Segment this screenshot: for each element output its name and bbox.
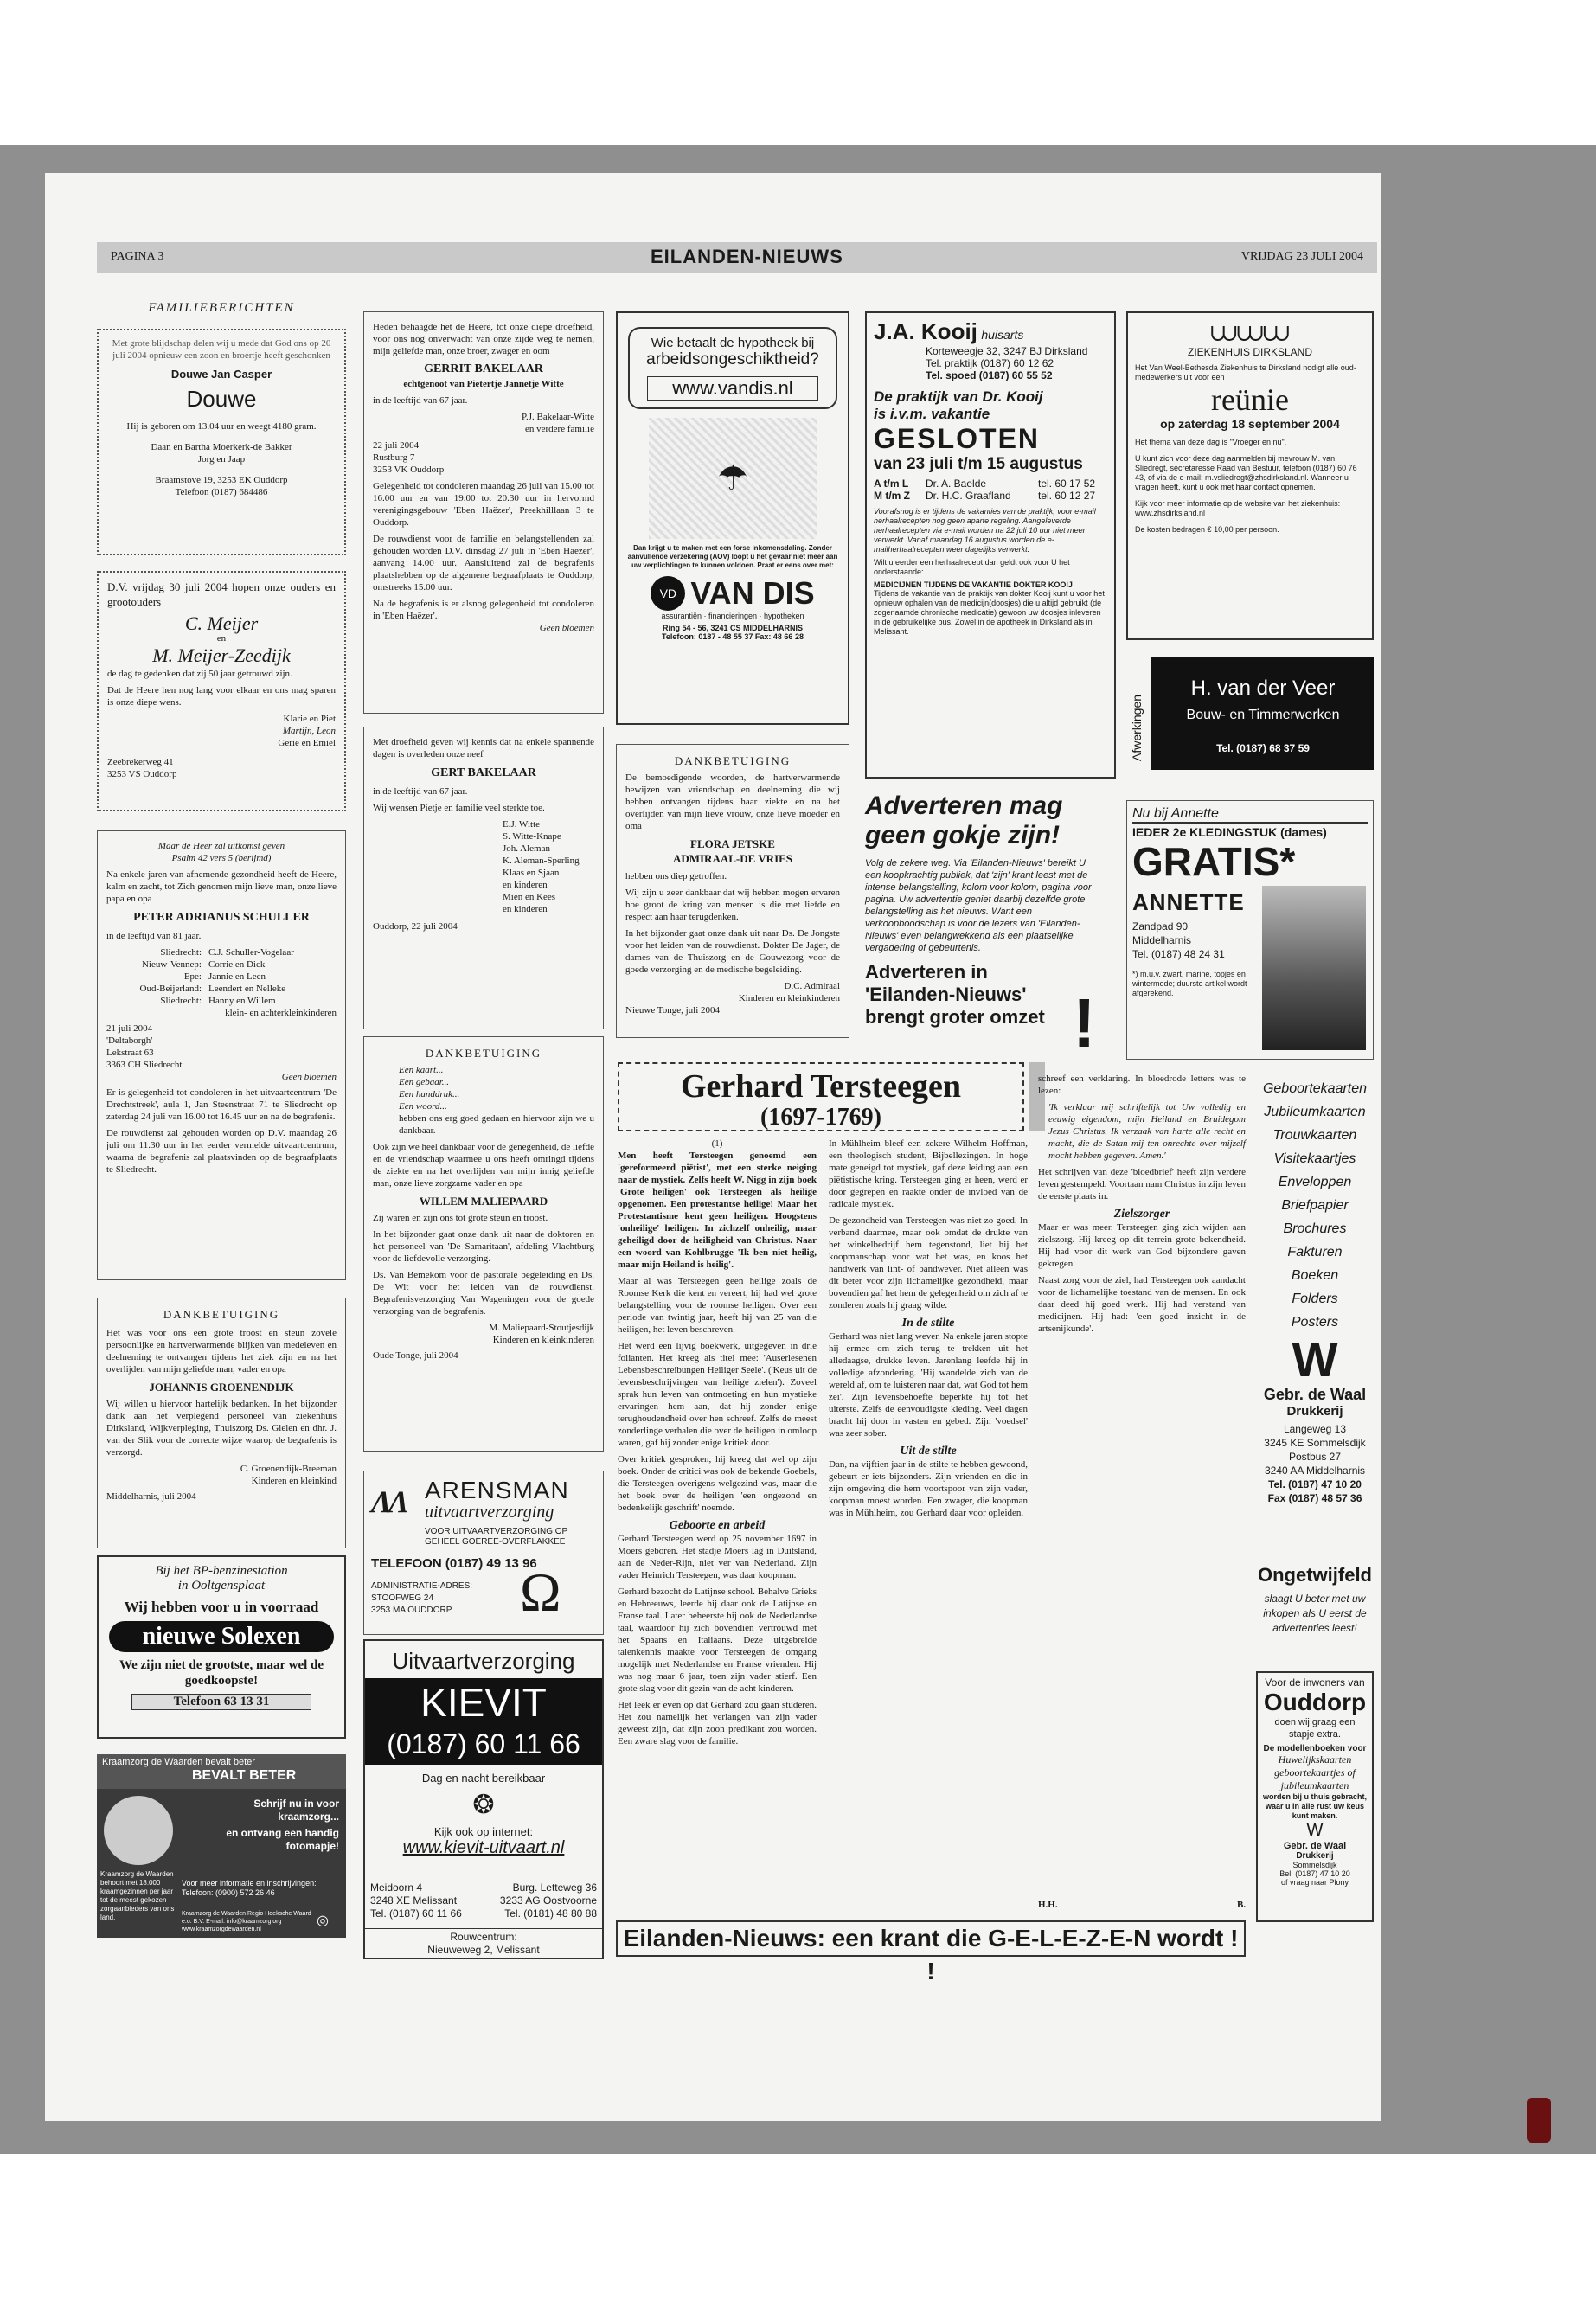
- bp-line2: in Ooltgensplaat: [177, 1579, 266, 1593]
- vandis-phone: Telefoon: 0187 - 48 55 37 Fax: 48 66 28: [662, 632, 804, 641]
- ongetwijfeld-ad: [1256, 1564, 1374, 1659]
- annette-line2: IEDER 2e KLEDINGSTUK (dames): [1132, 822, 1368, 839]
- bakelaar2-text2: Wij wensen Pietje en familie veel sterkte toe.: [373, 803, 545, 813]
- adverteren-title: Adverteren mag geen gokje zijn!: [865, 792, 1063, 849]
- issue-date: VRIJDAG 23 JULI 2004: [1240, 250, 1363, 263]
- schuller-family-names: Corrie en Dick: [208, 959, 266, 970]
- article-p3: Over kritiek gesproken, hij kreeg dat wel op zijn boek. Onder de critici was ook de bekende Goebels, die Tersteegen overigens welgezind was, maar die het boek over de heiligen 'een ongezond en bedenkelijk geschrift' noemde.: [618, 1454, 817, 1513]
- bp-solex-ad: [97, 1555, 346, 1739]
- bakelaar2-family-entry: Mien en Kees: [503, 892, 556, 902]
- ziekenhuis-ad: [1126, 311, 1374, 640]
- anniv-name1: C. Meijer: [184, 612, 259, 634]
- schuller-family-place: Oud-Beijerland:: [139, 984, 202, 994]
- vanderveer-name: H. van der Veer: [1190, 676, 1336, 700]
- ouddorp-line7: worden bij u thuis gebracht, waar u in alle rust uw keus kunt maken.: [1262, 1792, 1367, 1820]
- arensman-address1: ADMINISTRATIE-ADRES:: [371, 1581, 473, 1591]
- annette-gratis: GRATIS*: [1132, 839, 1296, 884]
- groenendijk-name: JOHANNIS GROENENDIJK: [149, 1381, 294, 1394]
- groenendijk-place: Middelharnis, juli 2004: [106, 1491, 196, 1502]
- bakelaar2-age: in de leeftijd van 67 jaar.: [373, 786, 468, 797]
- ouddorp-place: Sommelsdijk: [1292, 1861, 1337, 1869]
- kooij-line2: is i.v.m. vakantie: [874, 406, 990, 422]
- dewaal-product-item: Geboortekaarten: [1262, 1081, 1368, 1096]
- bakelaar-date: 22 juli 2004: [373, 440, 420, 451]
- bakelaar-address2: 3253 VK Ouddorp: [373, 465, 445, 475]
- article-c4: Dan, na vijftien jaar in de stilte te hebben gewoond, gebeurt er iets bijzonders. Zijn vrienden en die in zijn omgeving die hem voortspoor van zijn vader, koopman moest worden. Een zwager, die koopman was in Mühlheim, zou Gerhard daar voor opleiden.: [829, 1459, 1028, 1518]
- jetske-sign1: D.C. Admiraal: [784, 981, 840, 991]
- kooij-role: huisarts: [981, 328, 1024, 342]
- kraamzorg-slogan1: Schrijf nu in voor kraamzorg...: [253, 1798, 339, 1823]
- maliepaard-name: WILLEM MALIEPAARD: [419, 1195, 548, 1208]
- bakelaar-spouse: echtgenoot van Pietertje Jannetje Witte: [403, 379, 564, 389]
- kooij-name: J.A. Kooij: [874, 318, 977, 344]
- bakelaar-age: in de leeftijd van 67 jaar.: [373, 395, 468, 406]
- kievit-line1: Uitvaartverzorging: [392, 1648, 575, 1674]
- ouddorp-line2: doen wij graag een stapje extra.: [1274, 1717, 1356, 1740]
- kraamzorg-side: Kraamzorg de Waarden behoort met 18.000 kraamgezinnen per jaar tot de meest gekozen zorgaanbieders van ons land.: [100, 1870, 175, 1921]
- bp-phone: Telefoon 63 13 31: [131, 1694, 311, 1710]
- ouddorp-line1: Voor de inwoners van: [1265, 1676, 1365, 1689]
- bp-line4: We zijn niet de grootste, maar wel de goedkoopste!: [119, 1658, 324, 1688]
- article-column-3: [1038, 1073, 1246, 1903]
- kievit-b2: 3233 AG Oostvoorne: [499, 1894, 597, 1907]
- kievit-bird-icon: ❂: [472, 1791, 495, 1819]
- anniv-family3: Gerie en Emiel: [278, 738, 336, 748]
- groenendijk-sign2: Kinderen en kleinkind: [251, 1476, 337, 1486]
- birth-parents: Daan en Bartha Moerkerk-de Bakker: [151, 442, 292, 452]
- schuller-family-row: [106, 958, 337, 971]
- kievit-phone: (0187) 60 11 66: [365, 1727, 602, 1765]
- acknowledgement-groenendijk: [97, 1298, 346, 1548]
- kooij-row1c: tel. 60 17 52: [1038, 478, 1096, 490]
- vanderveer-phone: Tel. (0187) 68 37 59: [1216, 742, 1310, 754]
- vandis-logo-sub: assurantiën · financieringen · hypotheken: [661, 612, 804, 620]
- kooij-row2a: M t/m Z: [874, 490, 910, 502]
- bakelaar-sign1: P.J. Bakelaar-Witte: [522, 412, 594, 422]
- dewaal-product-item: Visitekaartjes: [1273, 1151, 1356, 1166]
- article-column-1: [618, 1138, 817, 1964]
- maliepaard-line: Een gebaar...: [399, 1077, 450, 1087]
- schuller-family-row: [106, 995, 337, 1007]
- schuller-family-place: Sliedrecht:: [160, 996, 202, 1006]
- maliepaard-line: Een woord...: [399, 1101, 447, 1112]
- article-d2: 'Ik verklaar mij schriftelijk tot Uw volledig en eeuwig eigendom, mijn Heiland en Bruidegom Jezus Christus. Ik verzaak van harte alle recht en macht, die de Satan mij ten onrechte over mijzelf mocht hebben gegeven. Amen.': [1048, 1102, 1246, 1161]
- anniv-text: D.V. vrijdag 30 juli 2004 hopen onze ouders en grootouders: [107, 580, 336, 608]
- annette-address2: Middelharnis: [1132, 934, 1192, 946]
- kraamzorg-logo-icons: ◎: [317, 1913, 329, 1928]
- kievit-name: KIEVIT: [365, 1678, 602, 1727]
- kooij-row2b: Dr. H.C. Graafland: [926, 490, 1011, 502]
- vandis-logo: VAN DIS: [690, 575, 815, 611]
- kooij-text3: Tijdens de vakantie van de praktijk van dokter Kooij kunt u voor het opnieuw ophalen van de medicijn(doosjes) die u altijd gebruikt (de zogenaamde chronische medicatie) gewoon uw doosjes inleveren in de gebruikelijke bus. Zowel in de apotheek in Dirksland als in Melissant.: [874, 589, 1105, 636]
- groenendijk-heading: DANKBETUIGING: [163, 1308, 280, 1321]
- birth-name: Douwe: [186, 386, 257, 412]
- schuller-family-names: Hanny en Willem: [208, 996, 276, 1006]
- schuller-family-row: [106, 971, 337, 983]
- dewaal-address1: Langeweg 13: [1283, 1423, 1347, 1435]
- ouddorp-line5: geboortekaartjes of: [1274, 1766, 1356, 1779]
- acknowledgement-maliepaard: [363, 1036, 604, 1452]
- article-title: Gerhard Tersteegen: [680, 1068, 961, 1105]
- ouddorp-phone: Bel: (0187) 47 10 20: [1279, 1869, 1350, 1878]
- dewaal-product-item: Briefpapier: [1281, 1198, 1349, 1213]
- bakelaar2-family-list: [373, 818, 594, 915]
- kievit-a3: Tel. (0187) 60 11 66: [370, 1907, 462, 1920]
- adverteren-bottom: Adverteren in 'Eilanden-Nieuws' brengt groter omzet: [865, 961, 1045, 1028]
- schuller-family-row: [106, 946, 337, 958]
- dewaal-product-item: Folders: [1292, 1292, 1338, 1306]
- anniv-address2: 3253 VS Ouddorp: [107, 769, 177, 779]
- cartoon-illustration: ☂: [649, 418, 817, 539]
- kooij-phone1: Tel. praktijk (0187) 60 12 62: [926, 357, 1054, 369]
- ouddorp-extra: of vraag naar Plony: [1280, 1878, 1349, 1887]
- ongetwijfeld-title: Ongetwijfeld: [1258, 1564, 1372, 1586]
- jetske-text3: Wij zijn u zeer dankbaar dat wij hebben mogen ervaren hoe groot de kring van mensen is die met liefde en respect aan haar terugdenken.: [625, 888, 840, 922]
- kraamzorg-footer: Kraamzorg de Waarden Regio Hoeksche Waard e.o. B.V. E-mail: info@kraamzorg.org www.kraamzorgdewaarden.nl: [182, 1911, 311, 1932]
- kievit-web1: Kijk ook op internet:: [433, 1825, 534, 1838]
- article-d4: Maar er was meer. Tersteegen ging zich wijden aan zielszorg. Hij kreeg op dit terrein grote bekendheid. Hij had voor dit werk van God bijzondere gaven gekregen.: [1038, 1222, 1246, 1269]
- maliepaard-sign2: Kinderen en kleinkinderen: [492, 1335, 594, 1345]
- schuller-family-place: Nieuw-Vennep:: [141, 959, 202, 970]
- ouddorp-line3: De modellenboeken voor: [1263, 1744, 1367, 1753]
- schuller-family-place: Sliedrecht:: [160, 947, 202, 958]
- hospital-logo-icon: ⩊⩊⩊: [1210, 318, 1290, 347]
- anniv-family2: Martijn, Leon: [282, 726, 336, 736]
- anniv-address1: Zeebrekerweg 41: [107, 757, 174, 767]
- kievit-ad: [363, 1639, 604, 1959]
- kievit-b3: Tel. (0181) 48 80 88: [504, 1907, 597, 1920]
- arensman-tag: VOOR UITVAARTVERZORGING OP GEHEEL GOEREE-OVERFLAKKEE: [425, 1527, 568, 1547]
- kooij-closed: GESLOTEN: [874, 423, 1041, 454]
- article-column-2: [829, 1138, 1028, 1912]
- jetske-text: De bemoedigende woorden, de hartverwarmende bewijzen van vriendschap en deelneming die wij hebben ontvangen tijdens haar ziekte en na het overlijden van mijn lieve vrouw, onze lieve moeder en oma: [625, 772, 840, 831]
- schuller-address1: 'Deltaborgh': [106, 1035, 153, 1046]
- dewaal-name: Gebr. de Waal: [1263, 1386, 1367, 1403]
- jetske-text4: In het bijzonder gaat onze dank uit naar Ds. De Jongste voor het leiden van de rouwdienst. Dokter De Jager, de dames van de Thuiszorg en de Gouwezorg voor de goede verzorging en de medische begeleiding.: [625, 928, 840, 975]
- obituary-bakelaar-family: [363, 727, 604, 1029]
- groenendijk-text: Het was voor ons een grote troost en steun zovele persoonlijke en hartverwarmende blijken van medeleven en deelneming te ontvangen tijdens het ziek zijn en na het overlijden van mijn geliefde man, vader en opa: [106, 1328, 337, 1375]
- schuller-service: Er is gelegenheid tot condoleren in het uitvaartcentrum 'De Drechtstreek', aula 1, Jan Steenstraat 71 te Sliedrecht op zaterdag 24 juli van 16.00 tot 16.45 uur en na de begrafenis.: [106, 1087, 337, 1122]
- dewaal-product-item: Jubileumkaarten: [1264, 1105, 1366, 1119]
- article-c1: In Mühlheim bleef een zekere Wilhelm Hoffman, een theologisch student, Bijbellezingen. In hoge mate geneigd tot mystiek, gaf deze leiding aan een piëtistische kring. Tersteegen ging er heen, werd er door gegrepen en raakte onder de invloed van de radicale mystiek.: [829, 1138, 1028, 1209]
- kooij-row1a: A t/m L: [874, 478, 909, 490]
- dewaal-product-item: Enveloppen: [1278, 1175, 1352, 1189]
- kraamzorg-title2: BEVALT BETER: [192, 1768, 297, 1783]
- arensman-name: ARENSMAN: [425, 1477, 569, 1503]
- jetske-place: Nieuwe Tonge, juli 2004: [625, 1005, 721, 1016]
- arensman-logo-icon: ΛΛ: [371, 1484, 407, 1519]
- hospital-cost: De kosten bedragen € 10,00 per persoon.: [1135, 525, 1279, 534]
- birth-siblings: Jorg en Jaap: [197, 454, 246, 465]
- page-header: [97, 242, 1377, 273]
- kievit-address-left: [370, 1881, 462, 1920]
- article-p1: Maar al was Tersteegen geen heilige zoals de Roomse Kerk die kent en vereert, hij had wel grote belangstelling voor de roomse heiligen. Over een periode van twintig jaar, heeft hij van 25 van die heiligen, het leven beschreven.: [618, 1276, 817, 1335]
- article-d3: Het schrijven van deze 'bloedbrief' heeft zijn verdere leven gestempeld. Voortaan nam Christus in zijn leven de eerste plaats in.: [1038, 1167, 1246, 1202]
- article-c3: Gerhard was niet lang wever. Na enkele jaren stopte hij ermee om zich terug te trekken uit het alledaagse, drukke leven. Jarenlang leefde hij in volledige afzondering. 'Hij wandelde zich van de wereld af, om te luisteren naar dat, wat God tot hem zei'. Zijn levensbehoefte beperkte hij tot het uiterste. Zelfs de eenvoudigste kleding. Veel dagen bracht hij door in vasten en gebed. Zijn 'voedsel' was zeer sober.: [829, 1331, 1028, 1439]
- anniversary-announcement: [97, 571, 346, 811]
- bakelaar2-family-entry: Klaas en Sjaan: [503, 868, 560, 878]
- ongetwijfeld-text: slaagt U beter met uw inkopen als U eerst de advertenties leest!: [1263, 1593, 1367, 1634]
- schuller-verse2: Psalm 42 vers 5 (berijmd): [171, 853, 272, 863]
- bakelaar-condolence: Gelegenheid tot condoleren maandag 26 juli van 15.00 tot 16.00 uur en van 19.00 tot 20.30 uur in hervormd verenigingsgebouw 'Eben Haëzer', Preekhilllaan 3 te Ouddorp.: [373, 481, 594, 528]
- anniv-text3: Dat de Heere hen nog lang voor elkaar en ons mag sparen is onze diepe wens.: [107, 685, 336, 708]
- maliepaard-lines: [373, 1064, 594, 1112]
- article-sub1: Geboorte en arbeid: [669, 1519, 766, 1532]
- kooij-medicine: MEDICIJNEN TIJDENS DE VAKANTIE DOKTER KOOIJ: [874, 580, 1073, 589]
- article-sub3: Uit de stilte: [900, 1445, 957, 1458]
- dewaal-product-item: Fakturen: [1287, 1245, 1343, 1259]
- vanderveer-ad: [1126, 657, 1374, 770]
- kievit-address-right: [500, 1881, 597, 1920]
- birth-address: Braamstove 19, 3253 EK Ouddorp: [155, 475, 288, 485]
- article-p2: Het werd een lijvig boekwerk, uitgegeven in drie folianten. Het kreeg als titel mee: 'Auserlesenen Lebensbeschreibungen Heiliger Seele'. ('Keus uit de levensbeschrijvingen van heilige zielen'). Zoveel sprak hun leven van ontmoeting en hun mystieke ervaringen hem aan, dat hij zonder enige terughoudendheid over hen schreef. Zelfs de meest zonderlinge verhalen die over de heiligen in omloop waren, gaf hij zonder enige kritiek door.: [618, 1341, 817, 1448]
- bakelaar2-family-entry: Joh. Aleman: [503, 843, 550, 854]
- schuller-family-names: Leendert en Nelleke: [208, 984, 286, 994]
- bakelaar2-family-entry: en kinderen: [503, 904, 548, 914]
- groenendijk-text2: Wij willen u hiervoor hartelijk bedanken. In het bijzonder dank aan het verplegend personeel van ziekenhuis Dirksland, Wijkverpleging, Thuiszorg Ds. Gielen en dhr. J. van der Slik voor de correcte wijze waarop de begrafenis is verzorgd.: [106, 1399, 337, 1458]
- jetske-text2: hebben ons diep getroffen.: [625, 871, 727, 881]
- dewaal-phone: Tel. (0187) 47 10 20: [1268, 1478, 1362, 1490]
- hospital-web: Kijk voor meer informatie op de website van het ziekenhuis: www.zhsdirksland.nl: [1135, 499, 1341, 517]
- dewaal-product-item: Posters: [1291, 1315, 1339, 1330]
- kraamzorg-title: Kraamzorg de Waarden bevalt beter: [97, 1754, 346, 1789]
- annette-address1: Zandpad 90: [1132, 920, 1189, 933]
- schuller-service2: De rouwdienst zal gehouden worden op D.V. maandag 26 juli om 11.30 uur in het eerder vermelde uitvaartcentrum, waarna de begrafenis zal plaatsvinden op de begraafplaats te Sliedrecht.: [106, 1128, 337, 1175]
- dewaal-product-list: [1256, 1077, 1374, 1334]
- omega-icon: Ω: [520, 1561, 561, 1623]
- dewaal-product-item: Boeken: [1291, 1268, 1339, 1283]
- bakelaar-sign2: en verdere familie: [524, 424, 594, 434]
- bakelaar2-place: Ouddorp, 22 juli 2004: [373, 921, 458, 932]
- annette-name: ANNETTE: [1132, 889, 1245, 915]
- ouddorp-line6: jubileumkaarten: [1280, 1779, 1349, 1791]
- schuller-family-names: C.J. Schuller-Vogelaar: [208, 947, 294, 958]
- schuller-text: Na enkele jaren van afnemende gezondheid heeft de Heere, kalm en zacht, tot Zich genomen mijn lieve man, onze lieve papa en opa: [106, 869, 337, 904]
- ouddorp-ad: [1256, 1671, 1374, 1922]
- article-d5: Naast zorg voor de ziel, had Tersteegen ook aandacht voor de lichamelijke toestand van de mensen. En ook daar deed hij goed werk. Hij had verstand van medicijnen. Hij had: 'een goed inzicht in de artsenijkunde'.: [1038, 1275, 1246, 1334]
- schuller-age: in de leeftijd van 81 jaar.: [106, 931, 202, 941]
- maliepaard-text4: Ds. Van Bemekom voor de pastorale begeleiding en Ds. De Wit voor het leiden van de rouwdienst. Begrafenisverzorging Van Wageningen voor de goede verzorging van de begrafenis.: [373, 1270, 594, 1317]
- vanderveer-side: Afwerkingen: [1130, 694, 1144, 761]
- bp-line3: Wij hebben voor u in voorraad: [124, 1599, 319, 1615]
- acknowledgement-jetske: [616, 744, 849, 1038]
- jetske-name1: FLORA JETSKE: [690, 837, 775, 850]
- arensman-address2: STOOFWEG 24: [371, 1593, 434, 1603]
- dewaal-sub: Drukkerij: [1286, 1404, 1343, 1419]
- dewaal-product-item: Brochures: [1283, 1221, 1347, 1236]
- article-p6: Het leek er even op dat Gerhard zou gaan studeren. Het zou namelijk het verlangen van zijn vader geweest zijn, dat zijn zoon predikant zou worden. Een zware slag voor de familie.: [618, 1700, 817, 1747]
- kievit-line2: Dag en nacht bereikbaar: [421, 1772, 546, 1785]
- jetske-heading: DANKBETUIGING: [674, 754, 792, 767]
- kooij-text2: Wilt u eerder een herhaalrecept dan geldt ook voor U het onderstaande:: [874, 558, 1070, 576]
- birth-info: Hij is geboren om 13.04 uur en weegt 4180 gram.: [126, 421, 317, 432]
- vandis-address: Ring 54 - 56, 3241 CS MIDDELHARNIS: [662, 624, 804, 632]
- kievit-center2: Nieuweweg 2, Melissant: [427, 1944, 540, 1956]
- kievit-b1: Burg. Letteweg 36: [512, 1881, 597, 1894]
- bakelaar-service: De rouwdienst voor de familie en belangstellenden zal gehouden worden D.V. dinsdag 27 juli in 'Eben Haëzer', aanvang 14.00 uur. Aansluitend zal de begrafenis plaatshebben op de algemene begraafplaats te Ouddorp, omstreeks 15.00 uur.: [373, 534, 594, 593]
- maliepaard-heading: DANKBETUIGING: [425, 1047, 542, 1060]
- schuller-verse1: Maar de Heer zal uitkomst geven: [157, 841, 285, 851]
- vandis-ad: [616, 311, 849, 725]
- hospital-date: op zaterdag 18 september 2004: [1160, 417, 1340, 431]
- anniv-name2: M. Meijer-Zeedijk: [152, 644, 291, 666]
- article-signature: H.H.: [1038, 1900, 1058, 1910]
- birth-fullname: Douwe Jan Casper: [170, 368, 272, 381]
- schuller-name: PETER ADRIANUS SCHULLER: [133, 911, 310, 924]
- dewaal-address2: 3245 KE Sommelsdijk: [1264, 1437, 1366, 1449]
- vandis-q1: Wie betaalt de hypotheek bij: [651, 336, 815, 350]
- article-lead: Men heeft Tersteegen genoemd een 'gereformeerd piëtist', met een sterke neiging naar de mystiek. Zelfs heeft W. Nigg in zijn boek 'Grote heiligen' ook Tersteegen als heilige opgenomen. Een protestantse heilige! Maar het Protestantisme kent geen heiligen. Hoogstens 'onheilige' heiligen. In zichzelf onheilig, maar geheiligd door de heiligheid van Christus. Naar een woord van Kohlbrugge 'Ik ben niet heilig, maar mijn Heiland is heilig'.: [618, 1150, 817, 1270]
- article-p4: Gerhard Tersteegen werd op 25 november 1697 in Moers geboren. Het stadje Moers lag in Duitsland, aan de Neder-Rijn, niet ver van Nederland. Zijn vader Heinrich Tersteegen, was daar koopman.: [618, 1534, 817, 1580]
- maliepaard-lines2: hebben ons erg goed gedaan en hiervoor zijn we u dankbaar.: [399, 1113, 594, 1136]
- bp-line1: Bij het BP-benzinestation: [155, 1564, 288, 1578]
- schuller-grandkids: klein- en achterkleinkinderen: [225, 1008, 337, 1018]
- article-years: (1697-1769): [760, 1104, 881, 1131]
- masthead: EILANDEN-NIEUWS: [651, 246, 843, 267]
- schuller-date: 21 juli 2004: [106, 1023, 153, 1034]
- hospital-intro: Het Van Weel-Bethesda Ziekenhuis te Dirksland nodigt alle oud-medewerkers uit voor een: [1135, 363, 1356, 381]
- article-c2: De gezondheid van Tersteegen was niet zo goed. In verband daarmee, maar ook omdat de drukte van het winkelbedrijf hem tegenstond, liet hij het koopmanschap voor wat het was, en koos het handwerk van lint- of bandwever. Niet alleen was dit beter voor zijn lichamelijke gezondheid, maar bovendien gaf het hem de gelegenheid om zich af te zonderen zoals hij graag wilde.: [829, 1215, 1028, 1311]
- birth-announcement: [97, 329, 346, 555]
- kooij-row1b: Dr. A. Baelde: [926, 478, 987, 490]
- dewaal-product-item: Trouwkaarten: [1272, 1128, 1357, 1143]
- maliepaard-text: Ook zijn we heel dankbaar voor de genegenheid, de liefde en de vriendschap waarmee u ons heeft omringd tijdens de ziekte en na het overlijden van mijn innig geliefde man, onze lieve zorgzame vader en opa: [373, 1142, 594, 1189]
- article-title-box: [618, 1062, 1024, 1131]
- schuller-flowers: Geen bloemen: [281, 1072, 337, 1082]
- section-heading: FAMILIEBERICHTEN: [148, 301, 295, 315]
- vandis-small: Dan krijgt u te maken met een forse inkomensdaling. Zonder aanvullende verzekering (AOV) loopt u het gevaar niet meer aan uw verplichtingen te kunnen voldoen. Praat er eens over met:: [627, 544, 838, 569]
- kievit-a1: Meidoorn 4: [370, 1881, 423, 1894]
- schuller-family-list: [106, 946, 337, 1007]
- bakelaar-flowers: Geen bloemen: [539, 623, 594, 633]
- baby-photo: [104, 1796, 173, 1865]
- ouddorp-sub2: Drukkerij: [1296, 1851, 1334, 1861]
- ouddorp-name: Ouddorp: [1263, 1689, 1367, 1715]
- annette-ad: [1126, 800, 1374, 1060]
- annette-note: *) m.u.v. zwart, marine, topjes en wintermode; duurste artikel wordt afgerekend.: [1132, 970, 1247, 997]
- article-signature2: B.: [1237, 1900, 1247, 1910]
- bakelaar-after: Na de begrafenis is er alsnog gelegenheid tot condoleren in 'Eben Haëzer'.: [373, 599, 594, 621]
- kooij-address: Korteweegje 32, 3247 BJ Dirksland: [926, 345, 1088, 357]
- bakelaar-text: Heden behaagde het de Heere, tot onze diepe droefheid, voor ons nog onverwacht van onze zijde weg te nemen, mijn geliefde man, onze broer, zwager en oom: [373, 322, 594, 356]
- jetske-name2: ADMIRAAL-DE VRIES: [672, 852, 793, 865]
- anniv-family1: Klarie en Piet: [283, 714, 336, 724]
- obituary-schuller: [97, 830, 346, 1280]
- ouddorp-logo-icon: W: [1306, 1821, 1324, 1840]
- bp-highlight: nieuwe Solexen: [109, 1621, 334, 1652]
- arensman-sub: uitvaartverzorging: [425, 1503, 554, 1522]
- birth-phone: Telefoon (0187) 684486: [175, 487, 268, 497]
- jetske-sign2: Kinderen en kleinkinderen: [738, 993, 840, 1003]
- kooij-line1: De praktijk van Dr. Kooij: [874, 388, 1043, 405]
- maliepaard-place: Oude Tonge, juli 2004: [373, 1350, 458, 1361]
- bakelaar2-family-entry: K. Aleman-Sperling: [503, 856, 580, 866]
- ouddorp-name2: Gebr. de Waal: [1283, 1841, 1347, 1851]
- article-sub4: Zielszorger: [1113, 1208, 1170, 1221]
- dewaal-ad: [1256, 1077, 1374, 1514]
- exclamation-mark: !: [1073, 984, 1096, 1061]
- bakelaar2-name: GERT BAKELAAR: [431, 766, 536, 779]
- hospital-logo: ZIEKENHUIS DIRKSLAND: [1187, 346, 1313, 358]
- kooij-phone2: Tel. spoed (0187) 60 55 52: [926, 369, 1053, 381]
- kraamzorg-info: Voor meer informatie en inschrijvingen: Telefoon: (0900) 572 26 46: [182, 1879, 317, 1897]
- vanderveer-sub: Bouw- en Timmerwerken: [1186, 708, 1340, 722]
- kraamzorg-slogan2: en ontvang een handig fotomapje!: [226, 1827, 339, 1852]
- bakelaar2-text: Met droefheid geven wij kennis dat na enkele spannende dagen is overleden onze neef: [373, 737, 594, 760]
- model-photo: [1262, 886, 1366, 1050]
- article-d1: schreef een verklaring. In bloedrode letters was te lezen:: [1038, 1074, 1246, 1096]
- kievit-a2: 3248 XE Melissant: [370, 1894, 458, 1907]
- arensman-phone: TELEFOON (0187) 49 13 96: [371, 1556, 537, 1571]
- arensman-ad: [363, 1471, 604, 1635]
- maliepaard-text2: Zij waren en zijn ons tot grote steun en troost.: [373, 1213, 548, 1223]
- maliepaard-sign1: M. Maliepaard-Stoutjesdijk: [489, 1323, 594, 1333]
- groenendijk-sign1: C. Groenendijk-Breeman: [240, 1464, 337, 1474]
- vandis-url: www.vandis.nl: [647, 376, 818, 401]
- article-p5: Gerhard bezocht de Latijnse school. Behalve Grieks en Hebreeuws, leerde hij daar ook de Latijnse en Franse taal. Later beheerste hij ook de Nederlandse taal, waardoor hij zich bovendien vertrouwd met het Spaans en Italiaans. Deze uitgebreide talenkennis maakte voor Tersteegen de omgang mogelijk met Nederlandse en Franse vrienden. Hij was nog maar 6 jaar, toen zijn vader stierf. Een grote slag voor dit gezin van de acht kinderen.: [618, 1586, 817, 1694]
- kooij-dates: van 23 juli t/m 15 augustus: [874, 455, 1083, 473]
- kraamzorg-ad: [97, 1754, 346, 1938]
- birth-intro: Met grote blijdschap delen wij u mede dat God ons op 20 juli 2004 opnieuw een zoon en broertje heeft geschonken: [112, 338, 331, 361]
- hospital-text: U kunt zich voor deze dag aanmelden bij mevrouw M. van Sliedregt, secretaresse Raad van Bestuur, telefoon (0187) 60 76 43, of via de e-mail: m.vsliedregt@zhsdirksland.nl. Wanneer u vragen heeft, kunt u ook met haar contact opnemen.: [1135, 454, 1357, 491]
- hospital-theme: Het thema van deze dag is "Vroeger en nu".: [1135, 438, 1287, 446]
- kooij-text: Voorafsnog is er tijdens de vakanties van de praktijk, voor e-mail herhaalrecepten nog geen aparte regeling. Aangeleverde herhaalrecepten via e-mail worden na 22 juli 10 uur niet meer verwerkt. Vanaf maandag 16 augustus worden de e-mailherhaalrecepten weer dagelijks verwerkt.: [874, 507, 1096, 554]
- dewaal-address3: Postbus 27: [1288, 1451, 1342, 1463]
- footer-banner: Eilanden-Nieuws: een krant die G-E-L-E-Z-E-N wordt ! !: [616, 1920, 1246, 1957]
- kooij-row2c: tel. 60 12 27: [1038, 490, 1096, 502]
- kievit-center: [365, 1928, 602, 1957]
- adverteren-text: Volg de zekere weg. Via 'Eilanden-Nieuws' bereikt U een koopkrachtig publiek, dat 'zijn' krant leest met de intense belangstelling, kolom voor kolom, pagina voor pagina. Uw advertentie geniet daarbij dezelfde grote belangstelling als het nieuws. Want een verkoopboodschap is voor de lezers van 'Eilanden-Nieuws' even belangwekkend als een plaatselijke vergadering of gebeurtenis.: [865, 858, 1092, 953]
- bakelaar2-family-entry: S. Witte-Knape: [503, 831, 561, 842]
- anniv-text2: de dag te gedenken dat zij 50 jaar getrouwd zijn.: [107, 669, 292, 679]
- kievit-center1: Rouwcentrum:: [450, 1931, 517, 1943]
- schuller-address2: Lekstraat 63: [106, 1048, 154, 1058]
- binder-clip: [1527, 2098, 1551, 2143]
- hospital-title: reünie: [1211, 382, 1289, 417]
- schuller-family-row: [106, 983, 337, 995]
- bakelaar-name: GERRIT BAKELAAR: [424, 362, 543, 375]
- schuller-family-place: Epe:: [183, 971, 202, 982]
- bakelaar-address1: Rustburg 7: [373, 452, 415, 463]
- annette-line1: Nu bij Annette: [1132, 806, 1219, 821]
- dewaal-fax: Fax (0187) 48 57 36: [1267, 1492, 1362, 1504]
- kievit-web2: www.kievit-uitvaart.nl: [402, 1838, 565, 1857]
- ouddorp-line4: Huwelijkskaarten: [1278, 1753, 1352, 1766]
- adverteren-ad: [865, 792, 1107, 1090]
- schuller-family-names: Jannie en Leen: [208, 971, 266, 982]
- annette-phone: Tel. (0187) 48 24 31: [1132, 948, 1225, 960]
- vandis-logo-icon: VD: [651, 576, 685, 611]
- bakelaar2-family-entry: E.J. Witte: [503, 819, 541, 830]
- vandis-q2: arbeidsongeschiktheid?: [646, 350, 819, 369]
- article-sub2: In de stilte: [901, 1317, 955, 1330]
- arensman-address3: 3253 MA OUDDORP: [371, 1606, 452, 1615]
- schuller-address3: 3363 CH Sliedrecht: [106, 1060, 183, 1070]
- maliepaard-text3: In het bijzonder gaat onze dank uit naar de doktoren en het personeel van 'De Samaritaan', afdeling Vlachtburg voor de liefdevolle verzorging.: [373, 1229, 594, 1264]
- anniv-en: en: [216, 633, 227, 644]
- article-part: (1): [711, 1138, 723, 1149]
- maliepaard-line: Een handdruk...: [399, 1089, 460, 1099]
- kooij-ad: [865, 311, 1116, 779]
- maliepaard-line: Een kaart...: [399, 1065, 444, 1075]
- page-number: PAGINA 3: [111, 250, 164, 263]
- dewaal-logo-icon: W: [1292, 1332, 1338, 1387]
- bakelaar2-family-entry: en kinderen: [503, 880, 548, 890]
- obituary-bakelaar: [363, 311, 604, 714]
- dewaal-address4: 3240 AA Middelharnis: [1264, 1465, 1366, 1477]
